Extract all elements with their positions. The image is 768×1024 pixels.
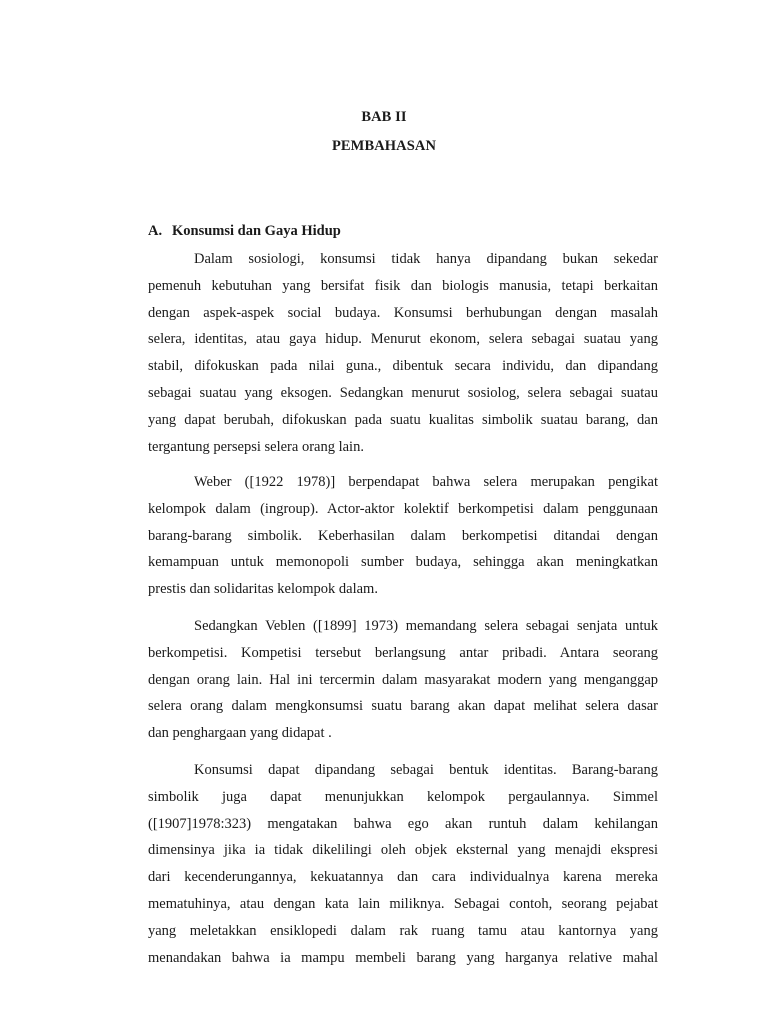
paragraph-line: selera orang dalam mengkonsumsi suatu barang akan dapat melihat selera dasar (148, 698, 658, 715)
paragraph-line: kelompok dalam (ingroup). Actor-aktor kolektif berkompetisi dalam penggunaan (148, 500, 658, 517)
paragraph-2 (148, 469, 658, 603)
paragraph-line: Dalam sosiologi, konsumsi tidak hanya dipandang bukan sekedar (194, 251, 658, 267)
section-heading (148, 223, 341, 240)
chapter-title: PEMBAHASAN (331, 138, 437, 154)
paragraph-line: mematuhinya, atau dengan kata lain miliknya. Sebagai contoh, seorang pejabat (148, 895, 658, 912)
paragraph-line: barang-barang simbolik. Keberhasilan dalam berkompetisi ditandai dengan (148, 527, 658, 544)
paragraph-1 (148, 246, 658, 460)
paragraph-line: selera, identitas, atau gaya hidup. Menurut ekonom, selera sebagai suatau yang (148, 331, 658, 348)
paragraph-line: stabil, difokuskan pada nilai guna., dibentuk secara individu, dan dipandang (148, 358, 658, 375)
paragraph-line: prestis dan solidaritas kelompok dalam. (148, 581, 378, 598)
paragraph-line: Sedangkan Veblen ([1899] 1973) memandang selera sebagai senjata untuk (194, 618, 658, 634)
paragraph-line: Weber ([1922 1978)] berpendapat bahwa selera merupakan pengikat (194, 474, 658, 490)
paragraph-line: pemenuh kebutuhan yang bersifat fisik dan biologis manusia, tetapi berkaitan (148, 277, 658, 294)
paragraph-line: menandakan bahwa ia mampu membeli barang yang harganya relative mahal (148, 949, 658, 966)
paragraph-4 (148, 757, 658, 971)
paragraph-line: Konsumsi dapat dipandang sebagai bentuk identitas. Barang-barang (194, 762, 658, 778)
paragraph-line: dimensinya jika ia tidak dikelilingi oleh objek eksternal yang menajdi ekspresi (148, 842, 658, 859)
paragraph-3 (148, 613, 658, 747)
paragraph-line: dari kecenderungannya, kekuatannya dan cara individualnya karena mereka (148, 869, 658, 886)
paragraph-line: yang meletakkan ensiklopedi dalam rak ruang tamu atau kantornya yang (148, 922, 658, 939)
paragraph-line: kemampuan untuk memonopoli sumber budaya, sehingga akan meningkatkan (148, 554, 658, 571)
paragraph-line: dengan aspek-aspek social budaya. Konsumsi berhubungan dengan masalah (148, 304, 658, 321)
paragraph-line: yang dapat berubah, difokuskan pada suatu kualitas simbolik suatau barang, dan (148, 411, 658, 428)
section-title: Konsumsi dan Gaya Hidup (172, 223, 341, 239)
paragraph-line: tergantung persepsi selera orang lain. (148, 438, 364, 455)
paragraph-line: dengan orang lain. Hal ini tercermin dalam masyarakat modern yang menganggap (148, 671, 658, 688)
paragraph-line: simbolik juga dapat menunjukkan kelompok pergaulannya. Simmel (148, 788, 658, 805)
paragraph-line: sebagai suatau yang eksogen. Sedangkan menurut sosiolog, selera sebagai suatau (148, 384, 658, 401)
chapter-number: BAB II (361, 109, 407, 125)
section-marker: A. (148, 223, 163, 239)
paragraph-line: ([1907]1978:323) mengatakan bahwa ego akan runtuh dalam kehilangan (148, 815, 658, 832)
paragraph-line: berkompetisi. Kompetisi tersebut berlangsung antar pribadi. Antara seorang (148, 644, 658, 661)
paragraph-line: dan penghargaan yang didapat . (148, 725, 332, 742)
